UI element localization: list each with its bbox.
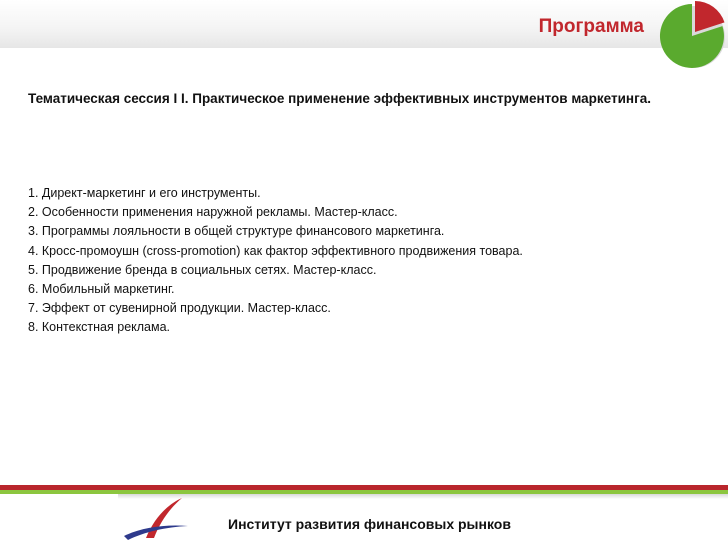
footer-shadow [118, 494, 728, 499]
agenda-item: 7. Эффект от сувенирной продукции. Мастер-класс. [28, 301, 331, 316]
agenda-item: 5. Продвижение бренда в социальных сетях. Мастер-класс. [28, 262, 377, 277]
logo-red-swoosh [146, 498, 182, 538]
swoosh-logo-icon [120, 494, 194, 544]
agenda-item: 4. Кросс-промоушн (cross-promotion) как фактор эффективного продвижения товара. [28, 243, 523, 258]
agenda-item: 1. Директ-маркетинг и его инструменты. [28, 186, 261, 200]
agenda-item: 3. Программы лояльности в общей структуре финансового маркетинга. [28, 224, 445, 239]
session-title: Тематическая сессия I I. Практическое применение эффективных инструментов маркетинга. [28, 91, 651, 106]
pie-chart-icon [659, 1, 727, 69]
agenda-item: 2. Особенности применения наружной рекламы. Мастер-класс. [28, 205, 398, 220]
organization-name: Институт развития финансовых рынков [228, 516, 511, 532]
agenda-list [28, 184, 523, 338]
agenda-item: 8. Контекстная реклама. [28, 320, 171, 335]
page-title: Программа [538, 16, 644, 37]
agenda-item: 6. Мобильный маркетинг. [28, 282, 175, 297]
